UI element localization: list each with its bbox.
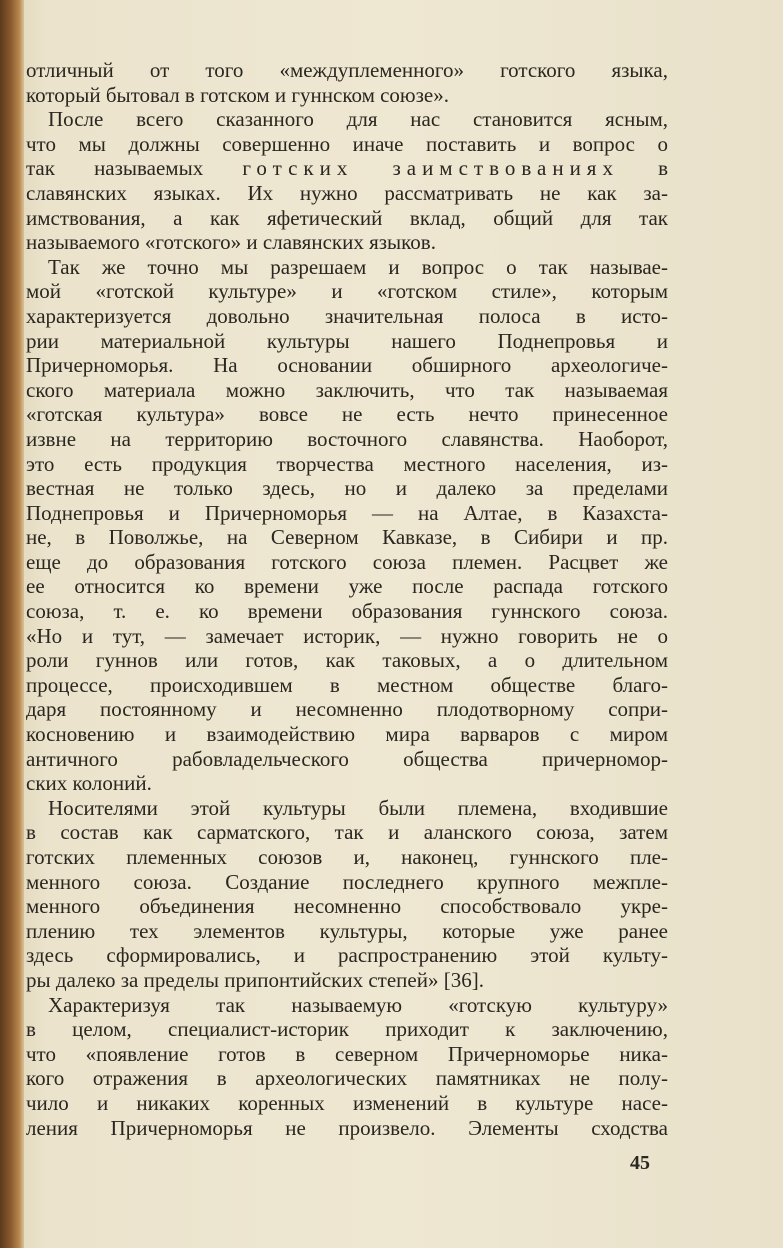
text-line: отличный от того «междуплеменного» готского языка,: [26, 58, 668, 82]
text-line: Причерноморья. На основании обширного археологиче-: [26, 353, 668, 378]
body-text: [26, 58, 668, 1140]
text-line: роли гуннов или готов, как таковых, а о длительном: [26, 648, 668, 673]
text-line: готских племенных союзов и, наконец, гуннского пле-: [26, 845, 668, 869]
text-line: После всего сказанного для нас становится ясным,: [48, 107, 668, 132]
text-line: рии материальной культуры нашего Поднепровья и: [26, 328, 668, 353]
text-line: имствования, а как яфетический вклад, общий для так: [26, 205, 668, 230]
text-line: чило и никаких коренных изменений в культуре насе-: [26, 1090, 668, 1115]
text-line: славянских языках. Их нужно рассматривать не как за-: [26, 180, 668, 205]
text-line: союза, т. е. ко времени образования гуннского союза.: [26, 599, 668, 624]
text-line: ских колоний.: [26, 771, 152, 796]
text-line: процессе, происходившем в местном обществе благо-: [26, 672, 668, 697]
text-line: который бытовал в готском и гуннском союзе».: [26, 82, 449, 107]
text-line: Так же точно мы разрешаем и вопрос о так называе-: [48, 254, 668, 279]
text-line: называемого «готского» и славянских языков.: [26, 230, 436, 255]
text-line: вестная не только здесь, но и далеко за пределами: [26, 476, 668, 501]
text-line: даря постоянному и несомненно плодотворному сопри-: [26, 697, 668, 722]
text-line: косновению и взаимодействию мира варваров с миром: [26, 722, 668, 747]
text-line: мой «готской культуре» и «готском стиле», которым: [26, 279, 668, 304]
book-binding-edge: [0, 0, 24, 1248]
text-line: не, в Поволжье, на Северном Кавказе, в Сибири и пр.: [26, 525, 668, 550]
text-line: еще до образования готского союза племен. Расцвет же: [26, 549, 668, 574]
text-line: менного союза. Создание последнего крупного межпле-: [26, 869, 668, 894]
text-line: в состав как сарматского, так и аланского союза, затем: [26, 820, 668, 845]
text-line: ского материала можно заключить, что так называемая: [26, 377, 668, 402]
text-line: в целом, специалист-историк приходит к заключению,: [26, 1017, 668, 1042]
emphasized-word: заимствованиях: [392, 156, 619, 181]
text-line: характеризуется довольно значительная полоса в исто-: [26, 303, 668, 328]
text-line: кого отражения в археологических памятниках не полу-: [26, 1066, 668, 1091]
text-line: ры далеко за пределы припонтийских степей» [36].: [26, 967, 484, 992]
text-line: что «появление готов в северном Причерноморье ника-: [26, 1041, 668, 1066]
text-line: Характеризуя так называемую «готскую культуру»: [48, 992, 668, 1017]
text-line: здесь сформировались, и распространению этой культу-: [26, 943, 668, 968]
emphasized-word: готских: [242, 156, 354, 181]
text-line: Носителями этой культуры были племена, входившие: [48, 795, 668, 820]
text-line: античного рабовладельческого общества причерномор-: [26, 746, 668, 771]
text-line: «готская культура» вовсе не есть нечто принесенное: [26, 402, 668, 427]
text-line: так называемых готских заимствованиях в: [26, 156, 668, 181]
text-line: ее относится ко времени уже после распада готского: [26, 574, 668, 599]
text-line: это есть продукция творчества местного населения, из-: [26, 451, 668, 476]
text-line: ления Причерноморья не произвело. Элементы сходства: [26, 1115, 668, 1140]
text-line: извне на территорию восточного славянства. Наоборот,: [26, 426, 668, 451]
page-number: 45: [630, 1152, 650, 1174]
text-line: Поднепровья и Причерноморья — на Алтае, в Казахста-: [26, 500, 668, 525]
text-line: менного объединения несомненно способствовало укре-: [26, 894, 668, 919]
text-line: что мы должны совершенно иначе поставить и вопрос о: [26, 131, 668, 156]
text-line: плению тех элементов культуры, которые уже ранее: [26, 918, 668, 943]
text-line: «Но и тут, — замечает историк, — нужно говорить не о: [26, 623, 668, 648]
